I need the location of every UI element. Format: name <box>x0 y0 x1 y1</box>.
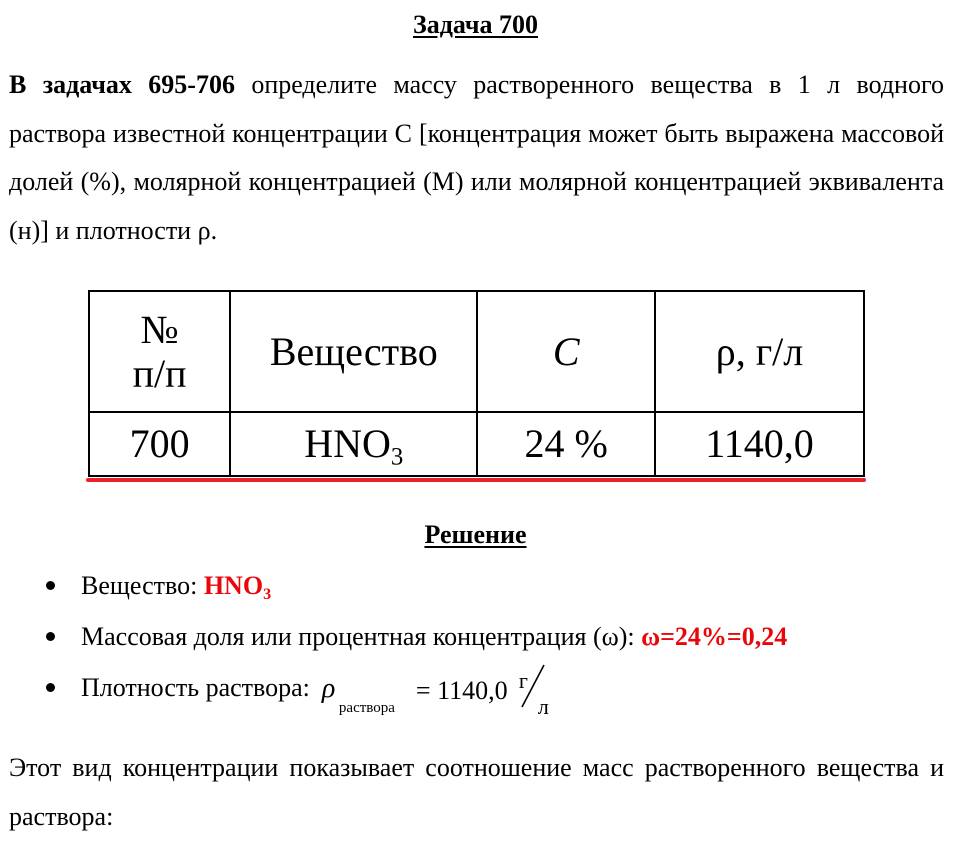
table-row <box>89 412 864 476</box>
header-number-pp: п/п <box>132 350 187 396</box>
bullet-dot-icon <box>46 581 55 590</box>
given-list <box>0 560 957 720</box>
header-substance: Вещество <box>230 291 477 412</box>
density-label: Плотность раствора: <box>81 673 310 702</box>
substance-value <box>203 571 272 603</box>
rho-subscript: раствора <box>338 700 395 717</box>
cell-substance-subscript: 3 <box>390 443 404 471</box>
header-number-sign: № <box>140 306 179 352</box>
header-number <box>89 291 230 412</box>
list-item-density <box>0 662 957 720</box>
mass-fraction-value: ω=24%=0,24 <box>641 622 788 651</box>
problem-range: В задачах 695-706 <box>9 70 235 99</box>
rho-symbol: ρ <box>321 673 336 705</box>
data-table <box>88 290 865 477</box>
cell-substance <box>230 412 477 476</box>
substance-label: Вещество: <box>81 571 204 600</box>
density-value: = 1140,0 <box>415 676 508 706</box>
cell-concentration: 24 % <box>477 412 655 476</box>
cell-number: 700 <box>89 412 230 476</box>
list-item-mass-fraction <box>0 611 957 662</box>
list-item-substance <box>0 560 957 611</box>
bullet-dot-icon <box>46 632 55 641</box>
unit-denominator: л <box>537 694 549 720</box>
cell-substance-formula: HNO <box>304 421 391 466</box>
solution-title: Решение <box>424 520 527 549</box>
explanation-text: Этот вид концентрации показывает соотношение масс растворенного вещества и раствора: <box>9 753 944 831</box>
substance-subscript: 3 <box>263 585 272 603</box>
problem-title: Задача 700 <box>413 10 538 39</box>
header-density: ρ, г/л <box>655 291 864 412</box>
bullet-dot-icon <box>46 683 55 692</box>
table-header-row <box>89 291 864 412</box>
mass-fraction-label: Массовая доля или процентная концентрация (ω): <box>81 622 642 651</box>
table-red-underline <box>86 478 866 482</box>
problem-statement <box>9 61 944 255</box>
problem-text: определите массу растворенного вещества в 1 л водного раствора известной концентрации С [концентрация может быть выражена массовой долей (%), молярной концентрацией (М) или молярной концентрацией эквивалента (н)] и плотности ρ. <box>9 70 944 245</box>
substance-formula: HNO <box>203 571 264 600</box>
header-concentration: C <box>477 291 655 412</box>
density-formula <box>321 661 572 720</box>
cell-density: 1140,0 <box>655 412 864 476</box>
unit-numerator: г <box>518 668 528 694</box>
